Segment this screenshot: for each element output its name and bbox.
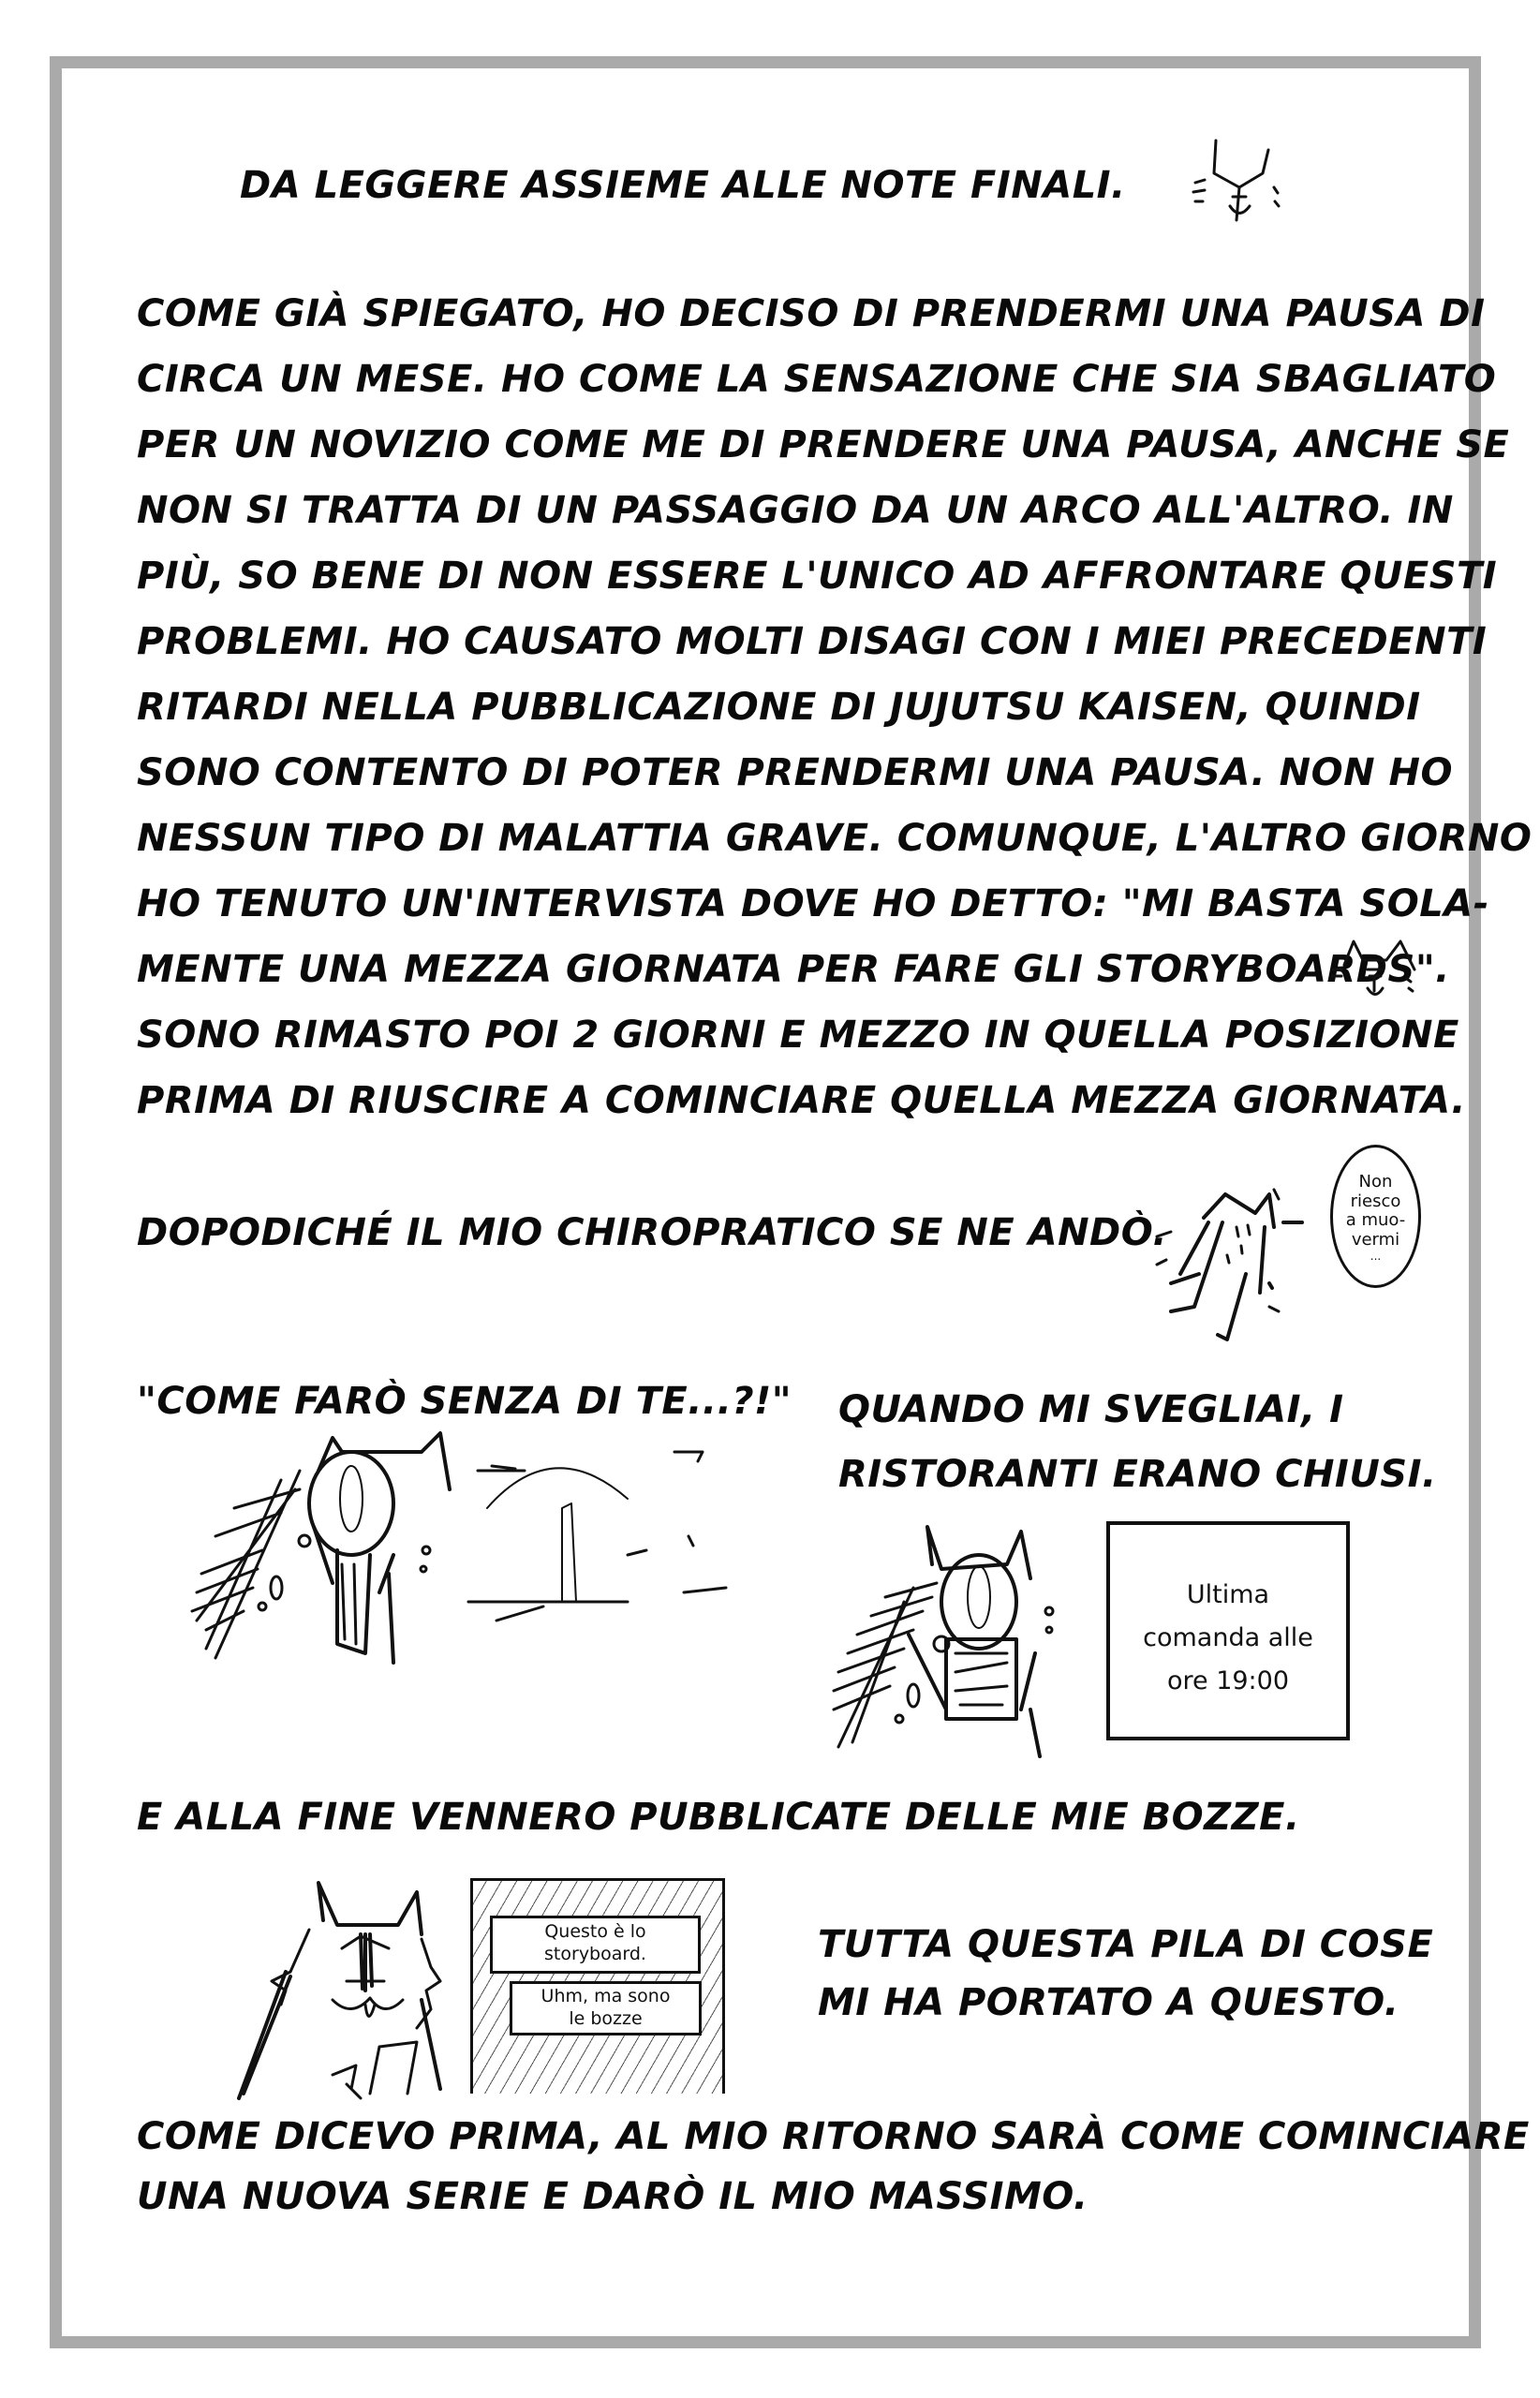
closing-line: UNA NUOVA SERIE E DARÒ IL MIO MASSIMO. [137,2175,1088,2218]
drafts-caption: E ALLA FINE VENNERO PUBBLICATE DELLE MIE BOZZE. [137,1796,1300,1839]
cat-with-pointer-drawing [230,1878,473,2103]
dialog-line: le bozze [569,2008,643,2029]
drafts-side-line: MI HA PORTATO A QUESTO. [818,1981,1399,2024]
speech-bubble-text [1330,1173,1421,1264]
dialog-line: storyboard. [544,1944,646,1964]
closed-sign-text [1106,1574,1350,1703]
paragraph-line: PIÙ, SO BENE DI NON ESSERE L'UNICO AD AFFRONTARE QUESTI [137,555,1498,598]
page-title: DA LEGGERE ASSIEME ALLE NOTE FINALI. [240,164,1126,207]
panel-right-caption-line: QUANDO MI SVEGLIAI, I [838,1388,1344,1431]
paragraph-line: MENTE UNA MEZZA GIORNATA PER FARE GLI STORYBOARDS". [137,948,1450,991]
bubble-line: Non [1358,1172,1393,1192]
bubble-line: vermi [1351,1230,1400,1251]
paragraph-line: RITARDI NELLA PUBBLICAZIONE DI JUJUTSU KAISEN, QUINDI [137,686,1421,729]
paragraph-line: COME GIÀ SPIEGATO, HO DECISO DI PRENDERMI UNA PAUSA DI [137,292,1486,335]
dialog-line: Questo è lo [544,1921,646,1942]
dialog-text-storyboard [490,1920,701,1965]
paragraph-line: PROBLEMI. HO CAUSATO MOLTI DISAGI CON I MIEI PRECEDENTI [137,620,1488,663]
paragraph-line: PER UN NOVIZIO COME ME DI PRENDERE UNA PAUSA, ANCHE SE [137,423,1510,466]
paragraph-line: NESSUN TIPO DI MALATTIA GRAVE. COMUNQUE, L'ALTRO GIORNO [137,817,1533,860]
paragraph-line: PRIMA DI RIUSCIRE A COMINCIARE QUELLA MEZZA GIORNATA. [137,1079,1466,1122]
closing-line: COME DICEVO PRIMA, AL MIO RITORNO SARÀ COME COMINCIARE [137,2115,1530,2158]
paragraph-line: SONO RIMASTO POI 2 GIORNI E MEZZO IN QUELLA POSIZIONE [137,1014,1459,1057]
cat-doodle-icon [1188,131,1291,225]
small-cat-doodle-icon [1330,937,1424,1012]
stiff-cat-drawing [1152,1152,1340,1340]
dialog-text-drafts [510,1985,702,2030]
paragraph-line: NON SI TRATTA DI UN PASSAGGIO DA UN ARCO ALL'ALTRO. IN [137,489,1454,532]
bubble-line: ... [1370,1249,1382,1263]
sign-line: Ultima [1186,1580,1270,1609]
paragraph-line: HO TENUTO UN'INTERVISTA DOVE HO DETTO: "MI BASTA SOLA- [137,882,1489,925]
sign-line: comanda alle [1143,1623,1313,1652]
bubble-line: riesco [1350,1191,1401,1211]
paragraph-line: CIRCA UN MESE. HO COME LA SENSAZIONE CHE SIA SBAGLIATO [137,358,1497,401]
sign-line: ore 19:00 [1166,1666,1290,1695]
crying-cat-sunset-drawing [178,1433,740,1677]
panel-right-caption-line: RISTORANTI ERANO CHIUSI. [838,1453,1437,1496]
drafts-side-line: TUTTA QUESTA PILA DI COSE [818,1923,1434,1966]
bubble-line: a muo- [1345,1210,1406,1231]
masked-cat-drawing [820,1522,1091,1756]
chiropractor-text: DOPODICHÉ IL MIO CHIROPRATICO SE NE ANDÒ. [137,1211,1168,1254]
paragraph-line: SONO CONTENTO DI POTER PRENDERMI UNA PAUSA. NON HO [137,751,1453,794]
dialog-line: Uhm, ma sono [540,1986,671,2006]
panel-left-caption: "COME FARÒ SENZA DI TE...?!" [137,1380,792,1423]
